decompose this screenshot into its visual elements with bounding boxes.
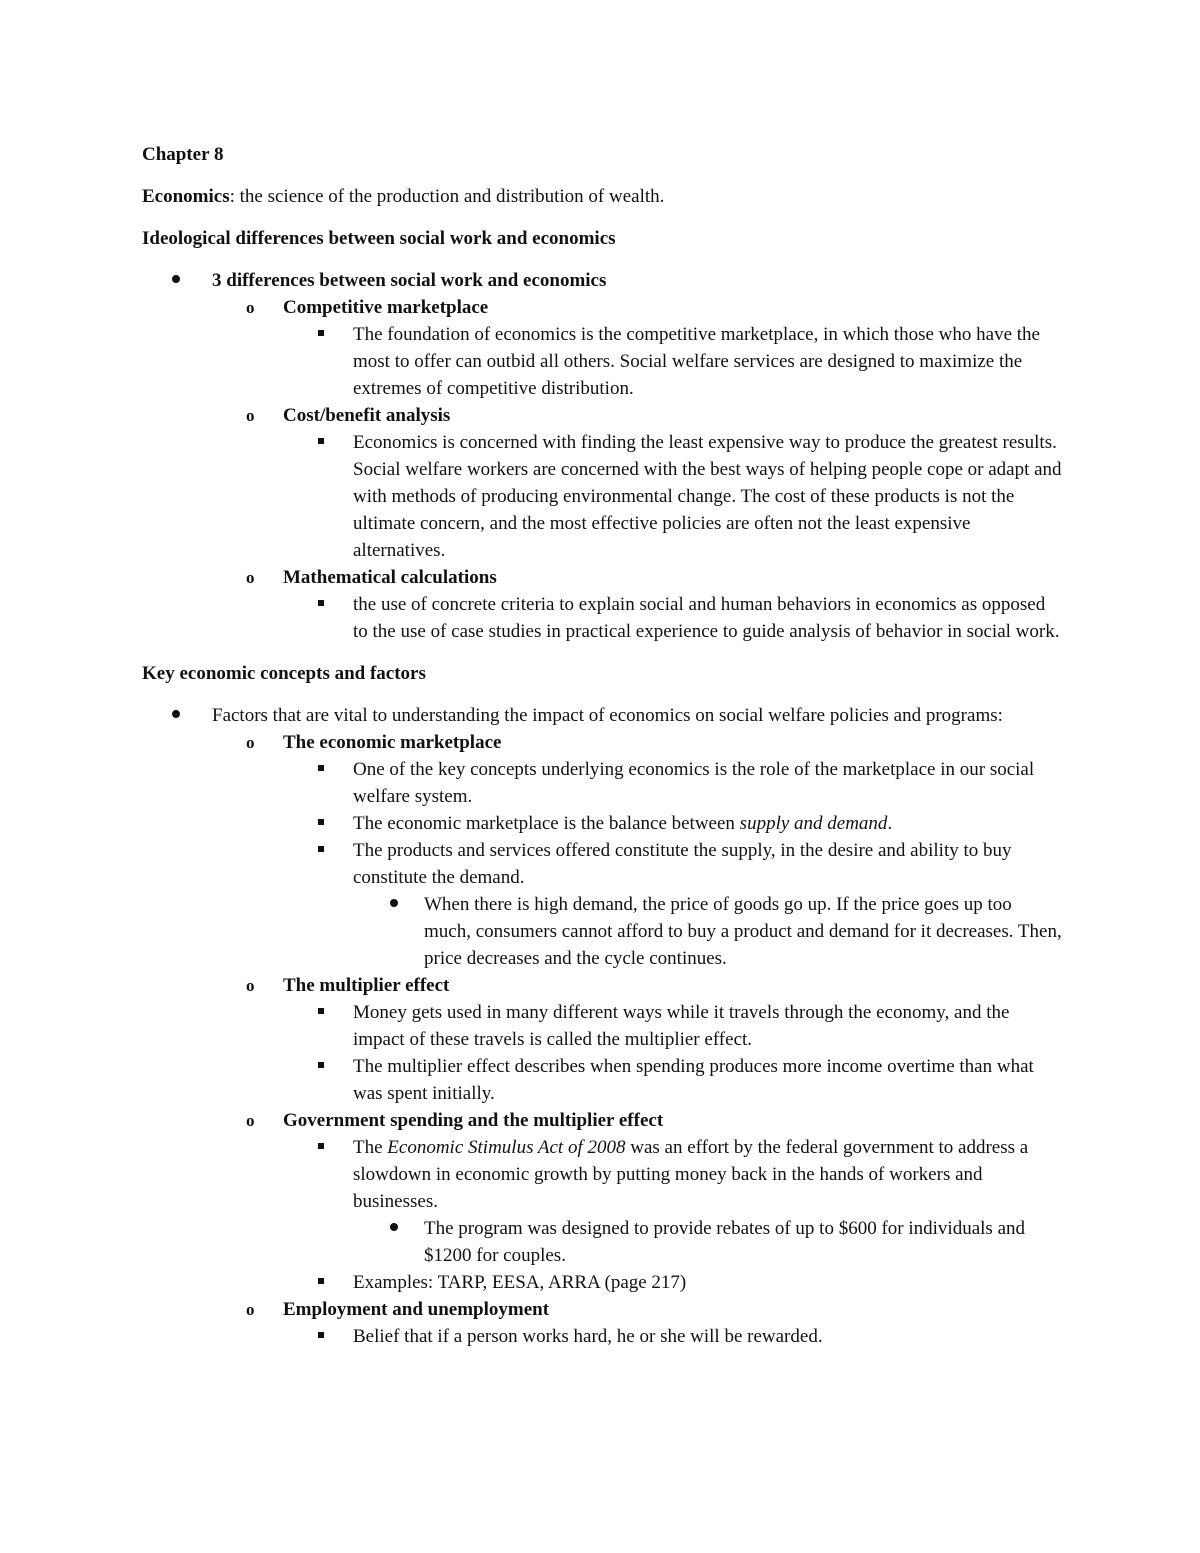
sublist xyxy=(142,729,1062,1350)
point-text: The foundation of economics is the competitive marketplace, in which those who have the most to offer can outbid all others. Social welfare services are designed to maximize the extremes of competitive distribution. xyxy=(353,324,1040,399)
list-item-label: 3 differences between social work and economics xyxy=(212,270,607,291)
list-item xyxy=(142,564,1062,645)
chapter-title: Chapter 8 xyxy=(142,144,224,165)
bullet-square-icon xyxy=(318,591,338,618)
bullet-dot-icon xyxy=(390,891,410,918)
list-item xyxy=(142,591,1062,645)
list-item xyxy=(142,1107,1062,1296)
point-text: Money gets used in many different ways while it travels through the economy, and the impact of these travels is called the multiplier effect. xyxy=(353,1002,1010,1050)
subitem-label: Employment and unemployment xyxy=(283,1299,550,1320)
definition-text: : the science of the production and distribution of wealth. xyxy=(229,186,665,207)
section-heading-ideological: Ideological differences between social work and economics xyxy=(142,228,616,249)
point-text: The multiplier effect describes when spending produces more income overtime than what was spent initially. xyxy=(353,1056,1034,1104)
point-text: One of the key concepts underlying economics is the role of the marketplace in our social welfare system. xyxy=(353,759,1035,807)
bullet-square-icon xyxy=(318,1269,338,1296)
list-item xyxy=(142,972,1062,1107)
list-item xyxy=(142,1323,1062,1350)
point-text: . xyxy=(887,813,893,834)
subitem-label: Competitive marketplace xyxy=(283,297,489,318)
point-text: When there is high demand, the price of goods go up. If the price goes up too much, consumers cannot afford to buy a product and demand for it decreases. Then, price decreases and the cycle continues. xyxy=(424,894,1062,969)
bullet-dot-icon xyxy=(172,702,192,729)
list-item-label: Factors that are vital to understanding the impact of economics on social welfare policies and programs: xyxy=(212,705,1003,726)
bullet-circle-icon: o xyxy=(246,406,255,425)
bullet-square-icon xyxy=(318,429,338,456)
point-text: The economic marketplace is the balance between xyxy=(353,813,740,834)
bullet-circle-icon: o xyxy=(246,1111,255,1130)
list-item xyxy=(142,837,1062,972)
list-item xyxy=(142,1134,1062,1269)
list-item xyxy=(142,810,1062,837)
point-text: The program was designed to provide rebates of up to $600 for individuals and $1200 for couples. xyxy=(424,1218,1025,1266)
sublist xyxy=(142,321,1062,402)
point-text: Economics is concerned with finding the least expensive way to produce the greatest results. Social welfare workers are concerned with the best ways of helping people cope or adapt and with methods of producing environmental change. The cost of these products is not the ultimate concern, and the most effective policies are often not the least expensive alternatives. xyxy=(353,432,1062,561)
point-text-italic: supply and demand xyxy=(739,813,888,834)
point-text-italic: Economic Stimulus Act of 2008 xyxy=(387,1137,626,1158)
sublist xyxy=(142,1134,1062,1296)
subitem-label: Government spending and the multiplier effect xyxy=(283,1110,664,1131)
bullet-square-icon xyxy=(318,1134,338,1161)
point-text: the use of concrete criteria to explain social and human behaviors in economics as opposed to the use of case studies in practical experience to guide analysis of behavior in social work. xyxy=(353,594,1060,642)
list-item xyxy=(142,429,1062,564)
bullet-square-icon xyxy=(318,837,338,864)
point-text: The products and services offered constitute the supply, in the desire and ability to buy constitute the demand. xyxy=(353,840,1012,888)
point-text: Belief that if a person works hard, he or she will be rewarded. xyxy=(353,1326,823,1347)
point-text: was an effort by the federal government to address a slowdown in economic growth by putting money back in the hands of workers and businesses. xyxy=(353,1137,1029,1212)
list-item xyxy=(142,1296,1062,1350)
section-heading-key-concepts: Key economic concepts and factors xyxy=(142,663,426,684)
bullet-dot-icon xyxy=(390,1215,410,1242)
list-item xyxy=(142,1215,1062,1269)
document-page xyxy=(142,141,1062,1350)
list-item xyxy=(142,321,1062,402)
bullet-circle-icon: o xyxy=(246,568,255,587)
sublist xyxy=(142,999,1062,1107)
point-text: Examples: TARP, EESA, ARRA (page 217) xyxy=(353,1272,687,1293)
bullet-dot-icon xyxy=(172,267,192,294)
list-item xyxy=(142,756,1062,810)
list-item xyxy=(142,729,1062,972)
list-item xyxy=(142,294,1062,402)
sublist xyxy=(142,591,1062,645)
bullet-circle-icon: o xyxy=(246,298,255,317)
bullet-square-icon xyxy=(318,321,338,348)
definition-term: Economics xyxy=(142,186,230,207)
bullet-square-icon xyxy=(318,1053,338,1080)
list-item xyxy=(142,402,1062,564)
subitem-label: Mathematical calculations xyxy=(283,567,497,588)
sublist xyxy=(142,429,1062,564)
bullet-square-icon xyxy=(318,1323,338,1350)
subitem-label: The economic marketplace xyxy=(283,732,502,753)
list-item xyxy=(142,267,1062,645)
list-item xyxy=(142,1053,1062,1107)
list-item xyxy=(142,891,1062,972)
sublist xyxy=(142,756,1062,972)
subitem-label: The multiplier effect xyxy=(283,975,450,996)
subitem-label: Cost/benefit analysis xyxy=(283,405,451,426)
bullet-square-icon xyxy=(318,999,338,1026)
sublist xyxy=(142,1323,1062,1350)
sublist xyxy=(142,891,1062,972)
economics-definition xyxy=(142,183,1062,210)
section1-list xyxy=(142,267,1062,645)
list-item xyxy=(142,702,1062,1350)
point-text: The xyxy=(353,1137,388,1158)
bullet-circle-icon: o xyxy=(246,976,255,995)
list-item xyxy=(142,999,1062,1053)
list-item xyxy=(142,1269,1062,1296)
sublist xyxy=(142,1215,1062,1269)
sublist xyxy=(142,294,1062,645)
bullet-square-icon xyxy=(318,810,338,837)
bullet-circle-icon: o xyxy=(246,733,255,752)
bullet-circle-icon: o xyxy=(246,1300,255,1319)
bullet-square-icon xyxy=(318,756,338,783)
section2-list xyxy=(142,702,1062,1350)
